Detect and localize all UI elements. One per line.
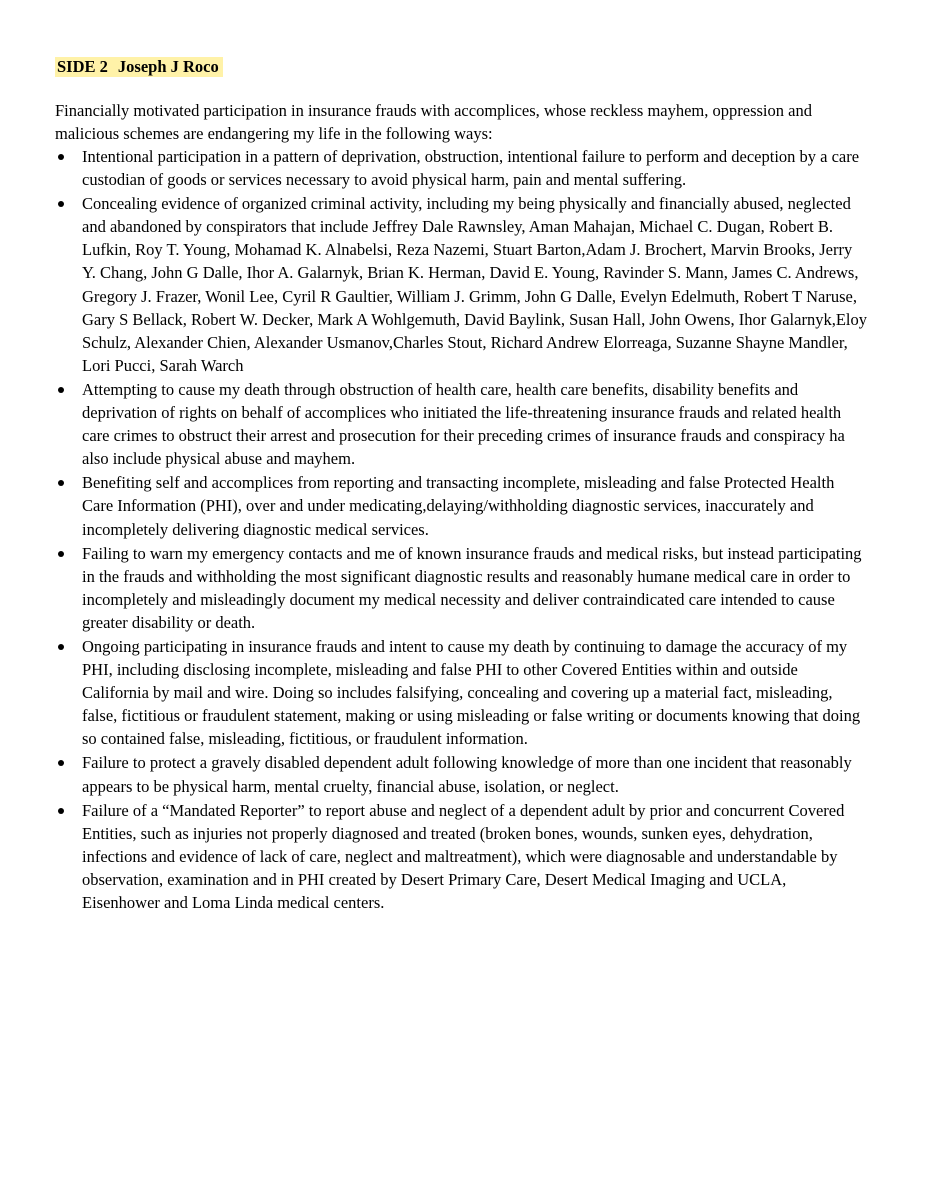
list-item-text: Benefiting self and accomplices from reporting and transacting incomplete, misleading and false Protected Health Care Information (PHI), over and under medicating,delaying/withholding diagnostic services, inaccurately and incompletely delivering diagnostic medical services. [82, 473, 835, 539]
person-name: Joseph J Roco [117, 57, 219, 76]
list-item [55, 192, 867, 377]
list-item-text: Failing to warn my emergency contacts and me of known insurance frauds and medical risks, but instead participating in the frauds and withholding the most significant diagnostic results and reasonably humane medical care in order to incompletely and misleadingly document my medical necessity and deliver contraindicated care intended to cause greater disability or death. [82, 543, 862, 632]
list-item [55, 542, 867, 634]
list-item [55, 471, 867, 540]
list-item-text: Concealing evidence of organized criminal activity, including my being physically and financially abused, neglected and abandoned by conspirators that include Jeffrey Dale Rawnsley, Aman Mahajan, Michael C. Dugan, Robert B. Lufkin, Roy T. Young, Mohamad K. Alnabelsi, Reza Nazemi, Stuart Barton,Adam J. Brochert, Marvin Brooks, Jerry Y. Chang, John G Dalle, Ihor A. Galarnyk, Brian K. Herman, David E. Young, Ravinder S. Mann, James C. Andrews, Gregory J. Frazer, Wonil Lee, Cyril R Gaultier, William J. Grimm, John G Dalle, Evelyn Edelmuth, Robert T Naruse, Gary S Bellack, Robert W. Decker, Mark A Wohlgemuth, David Baylink, Susan Hall, John Owens, Ihor Galarnyk,Eloy Schulz, Alexander Chien, Alexander Usmanov,Charles Stout, Richard Andrew Elorreaga, Suzanne Shayne Mandler, Lori Pucci, Sarah Warch [82, 194, 867, 375]
list-item [55, 799, 867, 914]
list-item [55, 635, 867, 750]
list-item-text: Ongoing participating in insurance frauds and intent to cause my death by continuing to damage the accuracy of my PHI, including disclosing incomplete, misleading and false PHI to other Covered Entities within and outside California by mail and wire. Doing so includes falsifying, concealing and covering up a material fact, misleading, false, fictitious or fraudulent statement, making or using misleading or false writing or documents knowing that doing so contained false, misleading, fictitious, or fraudulent information. [82, 636, 861, 749]
list-item [55, 378, 867, 470]
side-heading [55, 57, 223, 77]
bullet-icon [58, 387, 64, 393]
bullet-icon [58, 480, 64, 486]
list-item-text: Failure of a “Mandated Reporter” to report abuse and neglect of a dependent adult by prior and concurrent Covered Entities, such as injuries not properly diagnosed and treated (broken bones, wounds, sunken eyes, dehydration, infections and evidence of lack of care, neglect and maltreatment), which were diagnosable and understandable by observation, examination and in PHI created by Desert Primary Care, Desert Medical Imaging and UCLA, Eisenhower and Loma Linda medical centers. [82, 800, 845, 912]
allegation-list [55, 145, 867, 914]
intro-paragraph: Financially motivated participation in insurance frauds with accomplices, whose reckless mayhem, oppression and malicious schemes are endangering my life in the following ways: [55, 101, 812, 143]
bullet-icon [58, 760, 64, 766]
list-item [55, 751, 867, 797]
bullet-icon [58, 808, 64, 814]
list-item [55, 145, 867, 191]
list-item-text: Intentional participation in a pattern of deprivation, obstruction, intentional failure to perform and deception by a care custodian of goods or services necessary to avoid physical harm, pain and mental suffering. [82, 147, 860, 190]
bullet-icon [58, 154, 64, 160]
bullet-icon [58, 201, 64, 207]
list-item-text: Attempting to cause my death through obstruction of health care, health care benefits, disability benefits and deprivation of rights on behalf of accomplices who initiated the life-threatening insurance frauds and related health care crimes to obstruct their arrest and prosecution for their preceding crimes of insurance frauds and conspiracy ha also include physical abuse and mayhem. [82, 379, 845, 469]
list-item-text: Failure to protect a gravely disabled dependent adult following knowledge of more than one incident that reasonably appears to be physical harm, mental cruelty, financial abuse, isolation, or neglect. [82, 753, 852, 796]
bullet-icon [58, 644, 64, 650]
bullet-icon [58, 551, 64, 557]
side-label: SIDE 2 [57, 57, 108, 76]
